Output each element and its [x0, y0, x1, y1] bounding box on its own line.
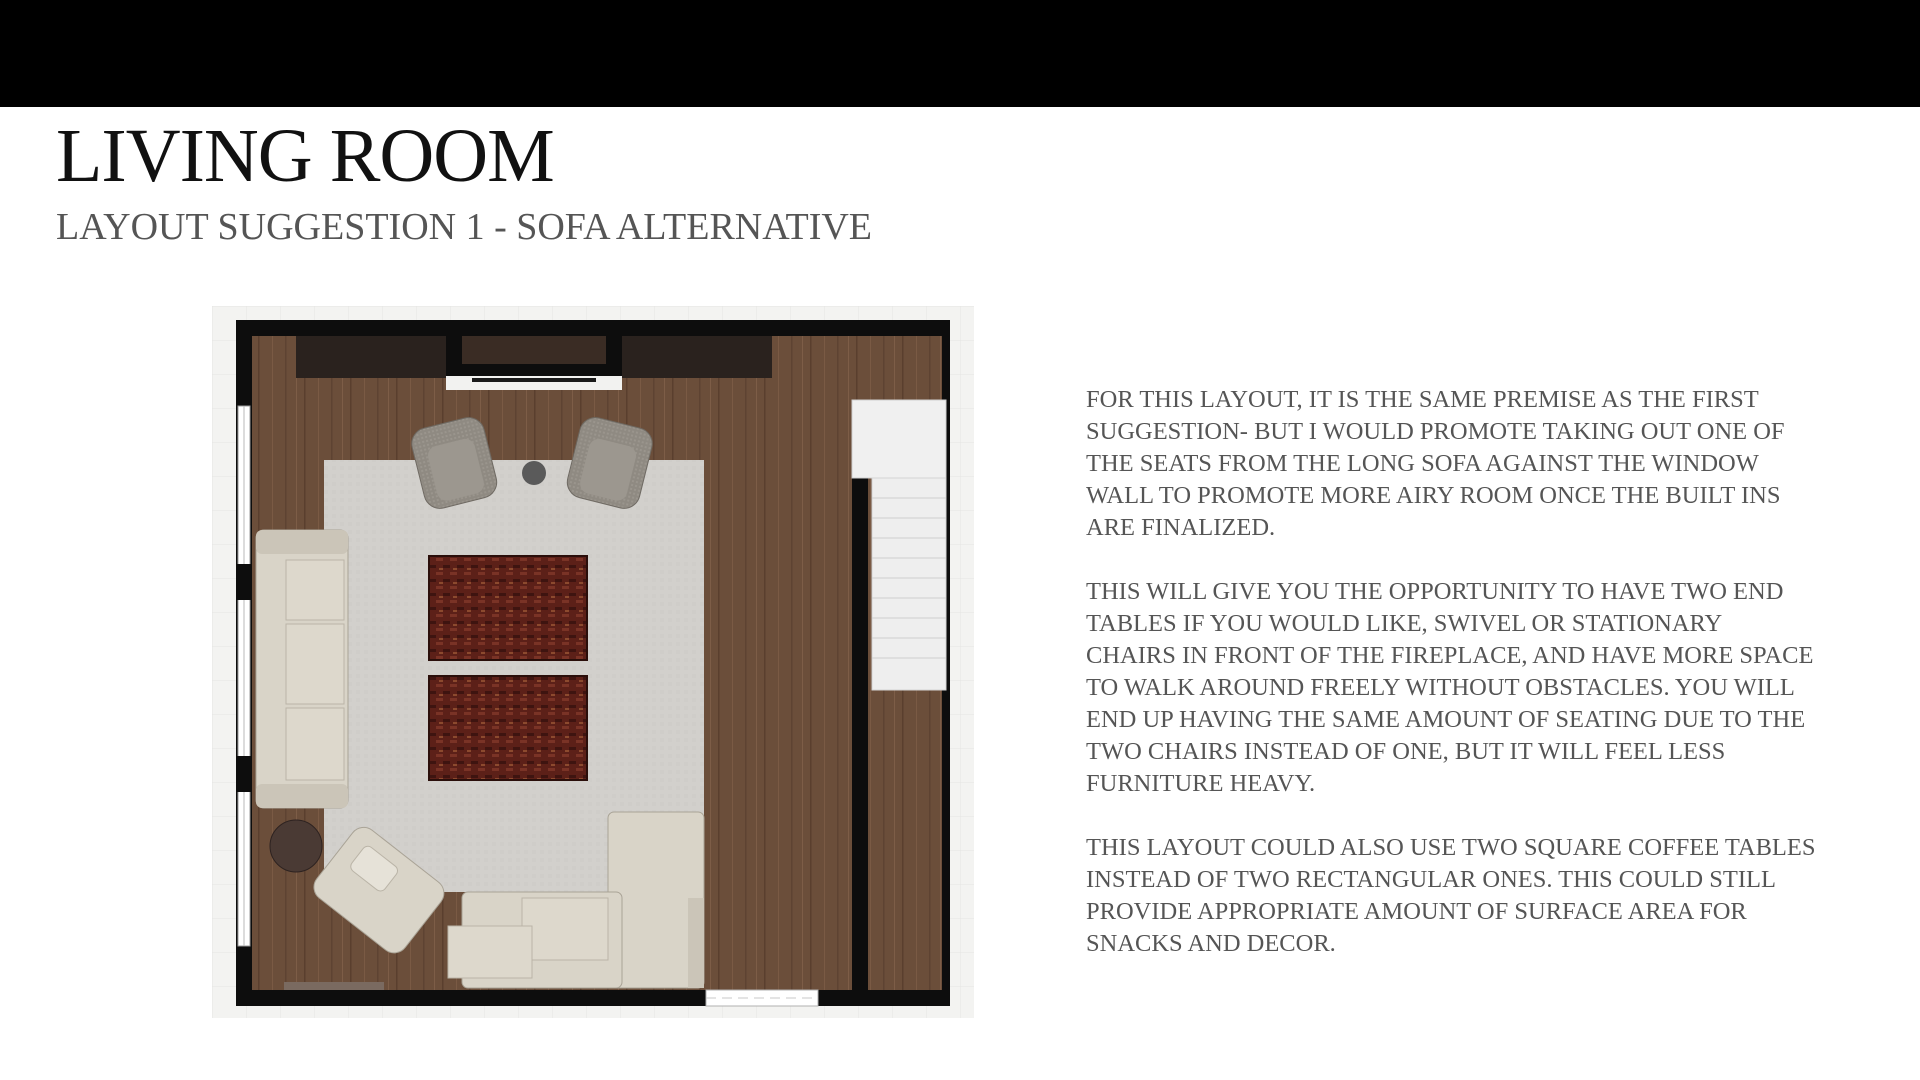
page-subtitle: LAYOUT SUGGESTION 1 - SOFA ALTERNATIVE [56, 206, 872, 248]
floor-plan [212, 306, 974, 1018]
coffee-table [429, 556, 587, 660]
built-in-left [296, 336, 446, 378]
description [1086, 384, 1816, 992]
description-paragraph: FOR THIS LAYOUT, IT IS THE SAME PREMISE AS THE FIRST SUGGESTION- BUT I WOULD PROMOTE TAKING OUT ONE OF THE SEATS FROM THE LONG SOFA AGAINST THE WINDOW WALL TO PROMOTE MORE AIRY ROOM ONCE THE BUILT INS ARE FINALIZED. [1086, 386, 1785, 541]
window-sofa [256, 530, 348, 808]
drink-table [522, 461, 546, 485]
description-paragraph: THIS WILL GIVE YOU THE OPPORTUNITY TO HAVE TWO END TABLES IF YOU WOULD LIKE, SWIVEL OR STATIONARY CHAIRS IN FRONT OF THE FIREPLACE, AND HAVE MORE SPACE TO WALK AROUND FREELY WITHOUT OBSTACLES. YOU WILL END UP HAVING THE SAME AMOUNT OF SEATING DUE TO THE TWO CHAIRS INSTEAD OF ONE, BUT IT WILL FEEL LESS FURNITURE HEAVY. [1086, 578, 1814, 797]
windows [236, 406, 252, 946]
coffee-table [429, 676, 587, 780]
top-banner [0, 0, 1920, 107]
built-in-right [622, 336, 772, 378]
description-paragraph: THIS LAYOUT COULD ALSO USE TWO SQUARE COFFEE TABLES INSTEAD OF TWO RECTANGULAR ONES. THIS COULD STILL PROVIDE APPROPRIATE AMOUNT OF SURFACE AREA FOR SNACKS AND DECOR. [1086, 834, 1816, 957]
fireplace-mantle [462, 336, 606, 364]
interior-wall [852, 476, 868, 990]
floor-console [284, 982, 384, 990]
side-table [270, 820, 322, 872]
page-title: LIVING ROOM [56, 114, 554, 198]
